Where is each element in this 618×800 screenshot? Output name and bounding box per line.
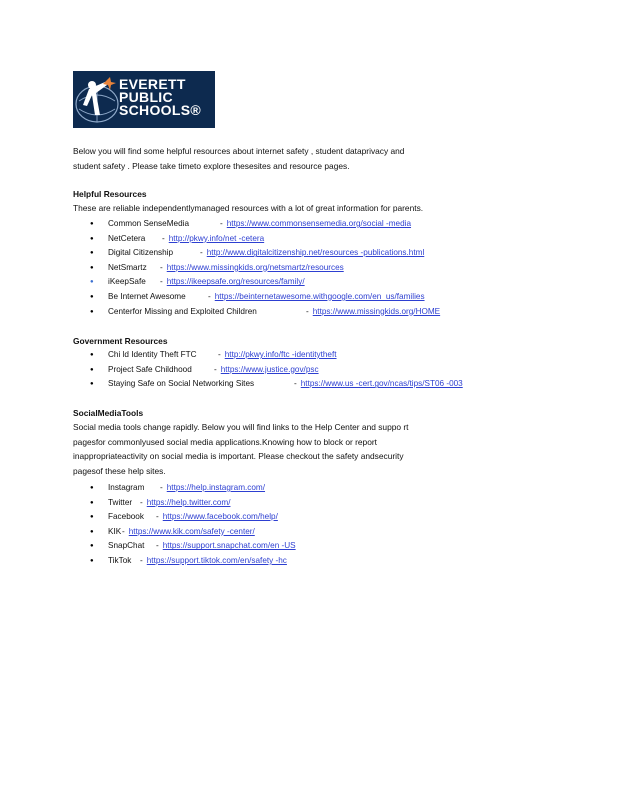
social-line: pagesof these help sites. (73, 465, 166, 476)
list-item (90, 554, 296, 569)
list-item (90, 305, 440, 320)
separator: - (156, 512, 159, 522)
list-item (90, 217, 440, 232)
resource-name: Digital Citizenship (108, 248, 174, 258)
list-item (90, 348, 463, 363)
resource-name: Chi ld Identity Theft FTC (108, 350, 197, 359)
resource-link[interactable]: https://help.twitter.com/ (146, 497, 231, 507)
separator: - (122, 526, 125, 536)
separator: - (218, 350, 221, 359)
social-line: pagesfor commonlyused social media applications.Knowing how to block or report (73, 436, 377, 447)
resource-name: Facebook (108, 512, 144, 522)
separator: - (160, 277, 163, 287)
list-item (90, 510, 296, 525)
resource-name: NetCetera (108, 233, 146, 243)
social-media-tools-heading: SocialMediaTools (73, 408, 144, 418)
separator: - (306, 306, 309, 316)
helpful-resources-heading: Helpful Resources (73, 189, 147, 199)
resource-name: Twitter (108, 497, 133, 507)
resource-link[interactable]: https://ikeepsafe.org/resources/family/ (166, 277, 305, 287)
subtitle-text: These are reliable independentlymanaged resources with a lot of great information for parents. (73, 203, 424, 213)
resource-name: SnapChat (108, 541, 145, 551)
separator: - (220, 219, 223, 228)
resource-name: Centerfor Missing and Exploited Children (108, 306, 257, 316)
social-media-paragraph (73, 420, 513, 478)
resource-link[interactable]: https://support.tiktok.com/en/safety -hc (146, 555, 287, 565)
resource-link[interactable]: https://www.commonsensemedia.org/social -media (226, 219, 412, 228)
separator: - (214, 364, 217, 374)
logo-line-schools: SCHOOLS® (119, 102, 201, 118)
resource-name: NetSmartz (108, 262, 147, 272)
government-resources-heading: Government Resources (73, 336, 168, 346)
resource-name: TikTok (108, 555, 132, 565)
intro-paragraph (73, 144, 523, 173)
government-resources-list (90, 348, 463, 392)
resource-link[interactable]: https://www.justice.gov/psc (220, 364, 319, 374)
separator: - (208, 291, 211, 301)
resource-name: Be Internet Awesome (108, 291, 186, 301)
resource-link[interactable]: https://www.missingkids.org/netsmartz/resources (166, 262, 344, 272)
separator: - (294, 379, 297, 389)
list-item (90, 539, 296, 554)
separator: - (162, 233, 165, 243)
helpful-resources-subtitle (73, 201, 523, 216)
resource-name: Common SenseMedia (108, 219, 190, 228)
intro-line: student safety . Please take timeto explore thesesites and resource pages. (73, 160, 350, 171)
social-line: inappropriateactivity on social media is important. Please checkout the safety andsecurity (73, 451, 404, 461)
resource-name: Instagram (108, 483, 145, 492)
resource-link[interactable]: https://www.facebook.com/help/ (162, 512, 278, 522)
helpful-resources-list (90, 217, 440, 319)
intro-line: Below you will find some helpful resources about internet safety , student dataprivacy and (73, 146, 405, 156)
separator: - (156, 541, 159, 551)
resource-name: KIK (108, 526, 122, 536)
resource-name: iKeepSafe (108, 277, 146, 287)
separator: - (160, 483, 163, 492)
logo-line-public: PUBLIC (119, 89, 173, 105)
list-item (90, 377, 463, 392)
resource-link[interactable]: https://beinternetawesome.withgoogle.com/en_us/families (214, 291, 425, 301)
resource-link[interactable]: http://www.digitalcitizenship.net/resources -publications.html (206, 248, 425, 258)
resource-link[interactable]: https://support.snapchat.com/en -US (162, 541, 296, 551)
list-item (90, 363, 463, 378)
resource-link[interactable]: https://help.instagram.com/ (166, 483, 266, 492)
resource-name: Project Safe Childhood (108, 364, 192, 374)
separator: - (140, 497, 143, 507)
list-item (90, 290, 440, 305)
everett-public-schools-logo (73, 71, 215, 128)
separator: - (160, 262, 163, 272)
resource-link[interactable]: https://www.kik.com/safety -center/ (128, 526, 255, 536)
resource-link[interactable]: http://pkwy.info/net -cetera (168, 233, 265, 243)
logo-line-everett: EVERETT (119, 76, 186, 92)
resource-link[interactable]: https://www.missingkids.org/HOME (312, 306, 441, 316)
list-item (90, 525, 296, 540)
list-item (90, 275, 440, 290)
resource-link[interactable]: https://www.us -cert.gov/ncas/tips/ST06 -003 (300, 379, 463, 389)
resource-name: Staying Safe on Social Networking Sites (108, 379, 255, 389)
list-item (90, 261, 440, 276)
list-item (90, 496, 296, 511)
social-line: Social media tools change rapidly. Below you will find links to the Help Center and suppo rt (73, 422, 409, 432)
list-item (90, 232, 440, 247)
resource-link[interactable]: http://pkwy.info/ftc -identitytheft (224, 350, 337, 359)
separator: - (140, 555, 143, 565)
separator: - (200, 248, 203, 258)
list-item (90, 246, 440, 261)
social-media-list (90, 481, 296, 569)
list-item (90, 481, 296, 496)
